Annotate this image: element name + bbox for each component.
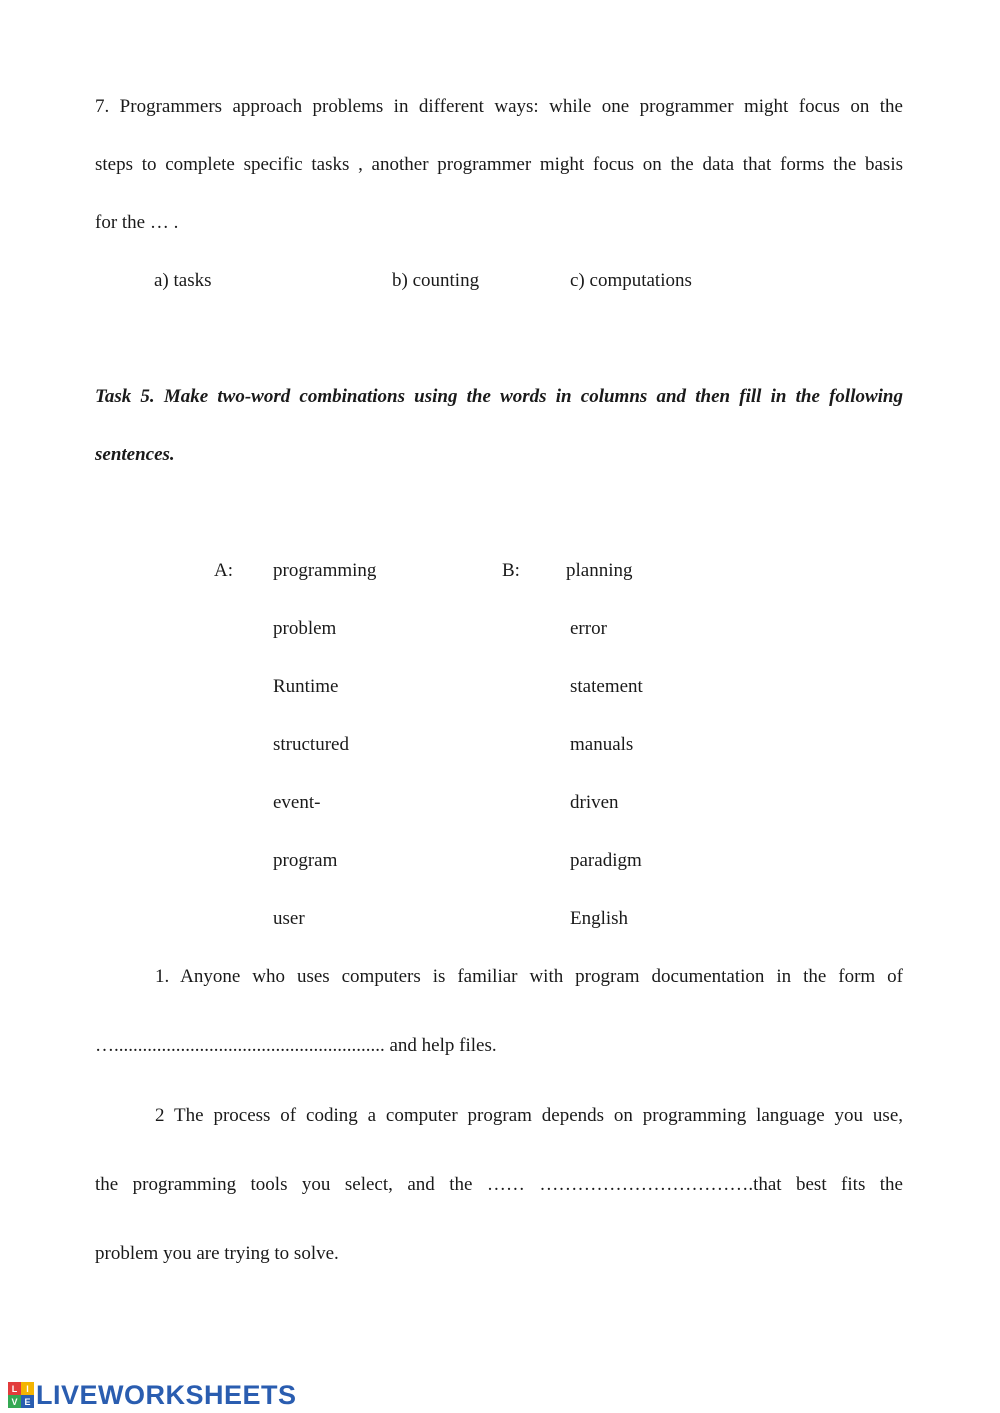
question7-line2: steps to complete specific tasks , another programmer might focus on the data that forms the basis [95, 154, 903, 175]
column-a-word: user [273, 908, 305, 929]
column-b-label: B: [502, 560, 520, 581]
sentence1-line1: 1. Anyone who uses computers is familiar with program documentation in the form of [155, 966, 903, 987]
task5-heading-line2: sentences. [95, 444, 175, 465]
column-a-word: event- [273, 792, 321, 813]
column-a-word: programming [273, 560, 377, 581]
sentence2-line2: the programming tools you select, and the …… …………………………….that best fits the [95, 1174, 903, 1195]
option-a: a) tasks [154, 270, 212, 291]
column-b-word: planning [566, 560, 633, 581]
column-b-word: manuals [570, 734, 634, 755]
column-b-word: statement [570, 676, 643, 697]
column-a-word: program [273, 850, 338, 871]
column-a-word: structured [273, 734, 349, 755]
sentence2-line1: 2 The process of coding a computer program depends on programming language you use, [155, 1105, 903, 1126]
column-b-word: English [570, 908, 629, 929]
column-a-word: Runtime [273, 676, 339, 697]
sentence1-line2: …......................................................... and help files. [95, 1035, 497, 1056]
liveworksheets-logo [8, 1380, 297, 1410]
column-b-word: paradigm [570, 850, 642, 871]
option-b: b) counting [392, 270, 480, 291]
option-c: c) computations [570, 270, 692, 291]
column-b-word: driven [570, 792, 619, 813]
sentence2-line3: problem you are trying to solve. [95, 1243, 339, 1264]
liveworksheets-logo-text: LIVEWORKSHEETS [36, 1379, 297, 1410]
question7-line3: for the … . [95, 212, 179, 233]
question7-line1: 7. Programmers approach problems in different ways: while one programmer might focus on the [95, 96, 903, 117]
task5-heading-line1: Task 5. Make two-word combinations using the words in columns and then fill in the following [95, 386, 903, 407]
column-b-word: error [570, 618, 607, 639]
column-a-word: problem [273, 618, 337, 639]
liveworksheets-logo-icon: L I V E [8, 1382, 34, 1408]
column-a-label: A: [214, 560, 233, 581]
